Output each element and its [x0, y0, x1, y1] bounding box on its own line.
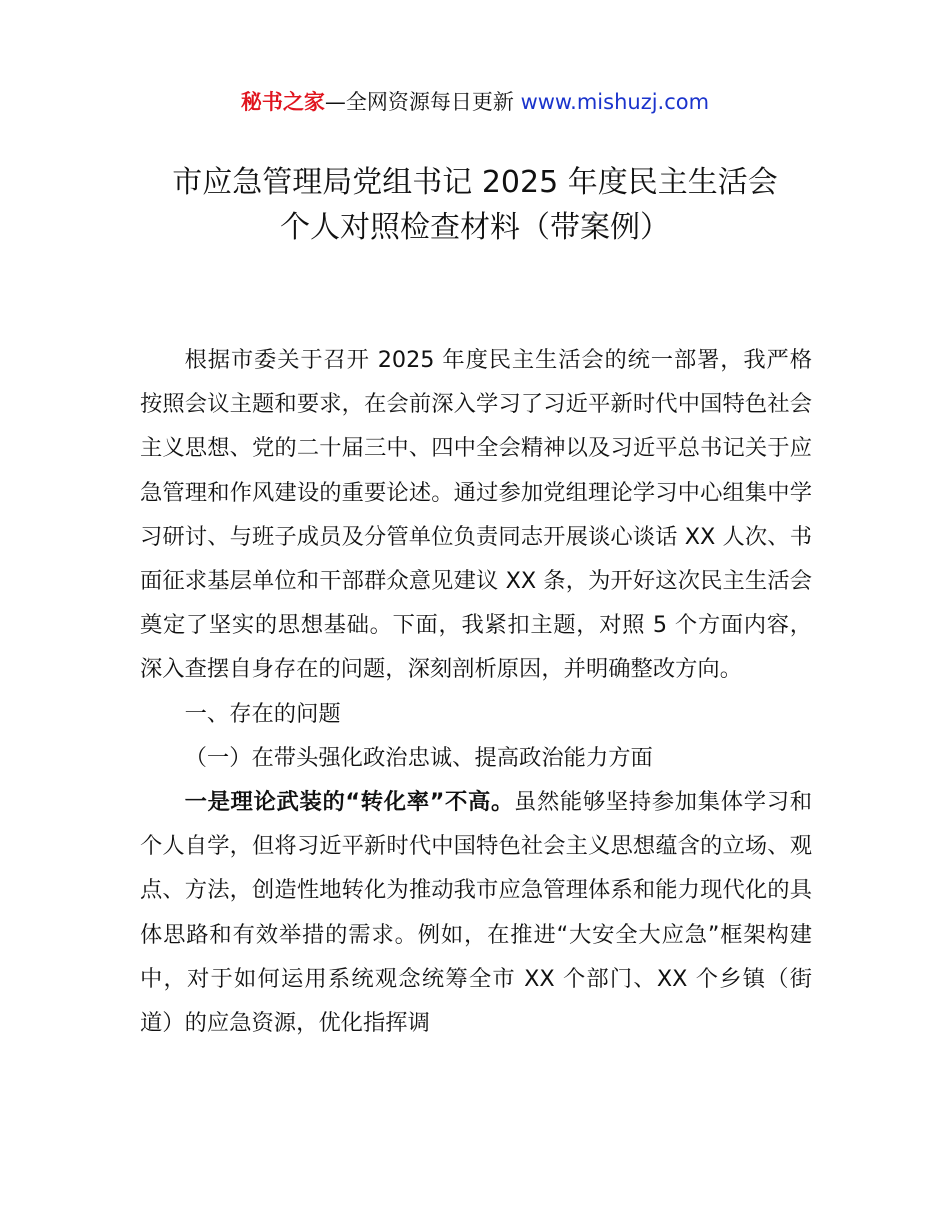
document-title: [0, 160, 950, 250]
title-line-2: 个人对照检查材料（带案例）: [280, 210, 670, 245]
header-tagline: —全网资源每日更新: [324, 90, 514, 114]
point-1-text: 虽然能够坚持参加集体学习和个人自学，但将习近平新时代中国特色社会主义思想蕴含的立场、观点、方法，创造性地转化为推动我市应急管理体系和能力现代化的具体思路和有效举措的需求。例如，在推进“大安全大应急”框架构建中，对于如何运用系统观念统筹全市 XX 个部门、XX 个乡镇（街道）的应急资源，优化指挥调: [140, 789, 812, 1037]
title-line-1: 市应急管理局党组书记 2025 年度民主生活会: [172, 165, 778, 200]
point-paragraph-1: [140, 780, 812, 1045]
subsection-heading-1: （一）在带头强化政治忠诚、提高政治能力方面: [184, 744, 653, 771]
section-heading-1: 一、存在的问题: [184, 700, 341, 727]
site-header: [0, 86, 950, 118]
point-1-heading: 一是理论武装的“转化率”不高。: [184, 789, 514, 816]
intro-paragraph: 根据市委关于召开 2025 年度民主生活会的统一部署，我严格按照会议主题和要求，在会前深入学习了习近平新时代中国特色社会主义思想、党的二十届三中、四中全会精神以及习近平总书记关于应急管理和作风建设的重要论述。通过参加党组理论学习中心组集中学习研讨、与班子成员及分管单位负责同志开展谈心谈话 XX 人次、书面征求基层单位和干部群众意见建议 XX 条，为开好这次民主生活会奠定了坚实的思想基础。下面，我紧扣主题，对照 5 个方面内容，深入查摆自身存在的问题，深刻剖析原因，并明确整改方向。: [140, 347, 812, 683]
site-url-link[interactable]: www.mishuzj.com: [520, 90, 710, 114]
brand-name: 秘书之家: [240, 90, 325, 114]
document-body: [140, 338, 812, 1045]
